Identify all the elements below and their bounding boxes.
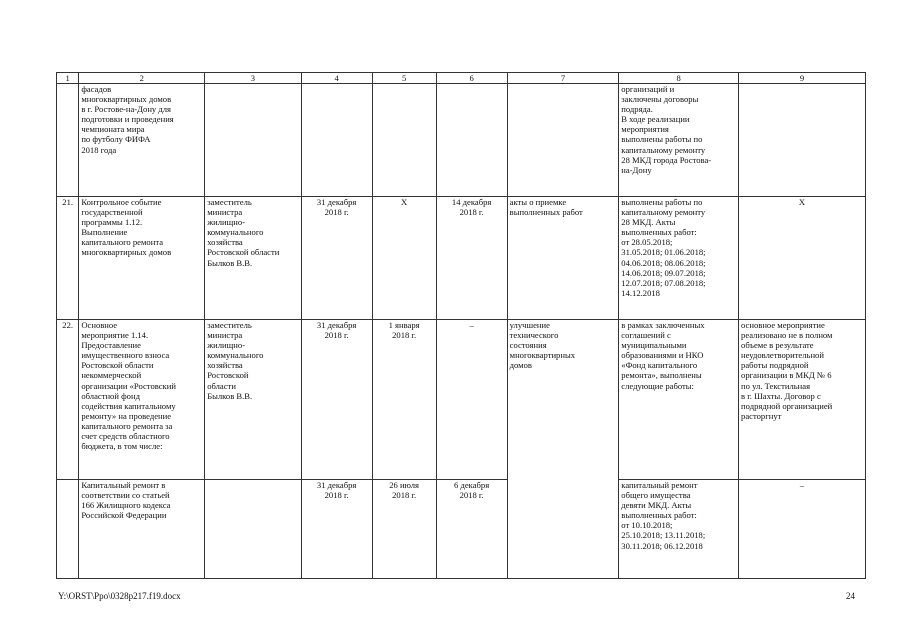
event-name-cell: Контрольное событие государственной программы 1.12. Выполнение капитального ремонта многоквартирных домов	[79, 197, 205, 320]
table-row	[57, 84, 866, 197]
footer-file-path: Y:\ORST\Ppo\0328p217.f19.docx	[58, 591, 181, 601]
page-number: 24	[846, 591, 855, 601]
row-number-cell: 22.	[57, 320, 79, 480]
actual-start-cell	[372, 84, 436, 197]
actual-result-cell: капитальный ремонт общего имущества девяти МКД. Акты выполненных работ: от 10.10.2018; 25.10.2018; 13.11.2018; 30.11.2018; 06.12.2018	[619, 480, 739, 579]
actual-result-cell: в рамках заключенных соглашений с муниципальными образованиями и НКО «Фонд капитального ремонта», выполнены следующие работы:	[619, 320, 739, 480]
responsible-cell: заместитель министра жилищно- коммунального хозяйства Ростовской области Былков В.В.	[205, 320, 301, 480]
row-number-cell: 21.	[57, 197, 79, 320]
column-number-header: 1	[57, 73, 79, 84]
actual-end-cell: –	[436, 320, 507, 480]
reason-cell: –	[739, 480, 866, 579]
table-row	[57, 480, 866, 579]
column-number-header: 9	[739, 73, 866, 84]
reason-cell: Х	[739, 197, 866, 320]
actual-result-cell: выполнены работы по капитальному ремонту 28 МКД. Акты выполненных работ: от 28.05.2018; 31.05.2018; 01.06.2018; 04.06.2018; 08.06.2018; 14.06.2018; 09.07.2018; 12.07.2018; 07.08.2018; 14.12.2018	[619, 197, 739, 320]
column-number-header: 8	[619, 73, 739, 84]
event-name-cell: Основное мероприятие 1.14. Предоставление имущественного взноса Ростовской области некоммерческой организации «Ростовский областной фонд содействия капитальному ремонту» на проведение капитального ремонта за счет средств областного бюджета, в том числе:	[79, 320, 205, 480]
responsible-cell: заместитель министра жилищно- коммунального хозяйства Ростовской области Былков В.В.	[205, 197, 301, 320]
table-row	[57, 197, 866, 320]
row-number-cell	[57, 480, 79, 579]
planned-date-cell: 31 декабря 2018 г.	[301, 480, 372, 579]
column-number-header: 6	[436, 73, 507, 84]
expected-result-cell: улучшение технического состояния многоквартирных домов	[507, 320, 619, 579]
planned-date-cell: 31 декабря 2018 г.	[301, 197, 372, 320]
expected-result-cell: акты о приемке выполненных работ	[507, 197, 619, 320]
actual-end-cell: 14 декабря 2018 г.	[436, 197, 507, 320]
actual-result-cell: организаций и заключены договоры подряда. В ходе реализации мероприятия выполнены работы по капитальному ремонту 28 МКД города Ростова- на-Дону	[619, 84, 739, 197]
actual-start-cell: 26 июля 2018 г.	[372, 480, 436, 579]
actual-end-cell: 6 декабря 2018 г.	[436, 480, 507, 579]
actual-end-cell	[436, 84, 507, 197]
table-row	[57, 320, 866, 480]
responsible-cell	[205, 480, 301, 579]
column-number-header: 2	[79, 73, 205, 84]
event-name-cell: Капитальный ремонт в соответствии со статьей 166 Жилищного кодекса Российской Федерации	[79, 480, 205, 579]
event-name-cell: фасадов многоквартирных домов в г. Ростове-на-Дону для подготовки и проведения чемпионата мира по футболу ФИФА 2018 года	[79, 84, 205, 197]
planned-date-cell	[301, 84, 372, 197]
expected-result-cell	[507, 84, 619, 197]
column-number-header: 7	[507, 73, 619, 84]
responsible-cell	[205, 84, 301, 197]
table-header-row	[57, 73, 866, 84]
actual-start-cell: 1 января 2018 г.	[372, 320, 436, 480]
reason-cell	[739, 84, 866, 197]
column-number-header: 3	[205, 73, 301, 84]
column-number-header: 4	[301, 73, 372, 84]
column-number-header: 5	[372, 73, 436, 84]
row-number-cell	[57, 84, 79, 197]
reason-cell: основное мероприятие реализовано не в полном объеме в результате неудовлетворительной работы подрядной организации в МКД № 6 по ул. Текстильная в г. Шахты. Договор с подрядной организацией расторгнут	[739, 320, 866, 480]
program-table	[56, 72, 866, 579]
actual-start-cell: Х	[372, 197, 436, 320]
planned-date-cell: 31 декабря 2018 г.	[301, 320, 372, 480]
